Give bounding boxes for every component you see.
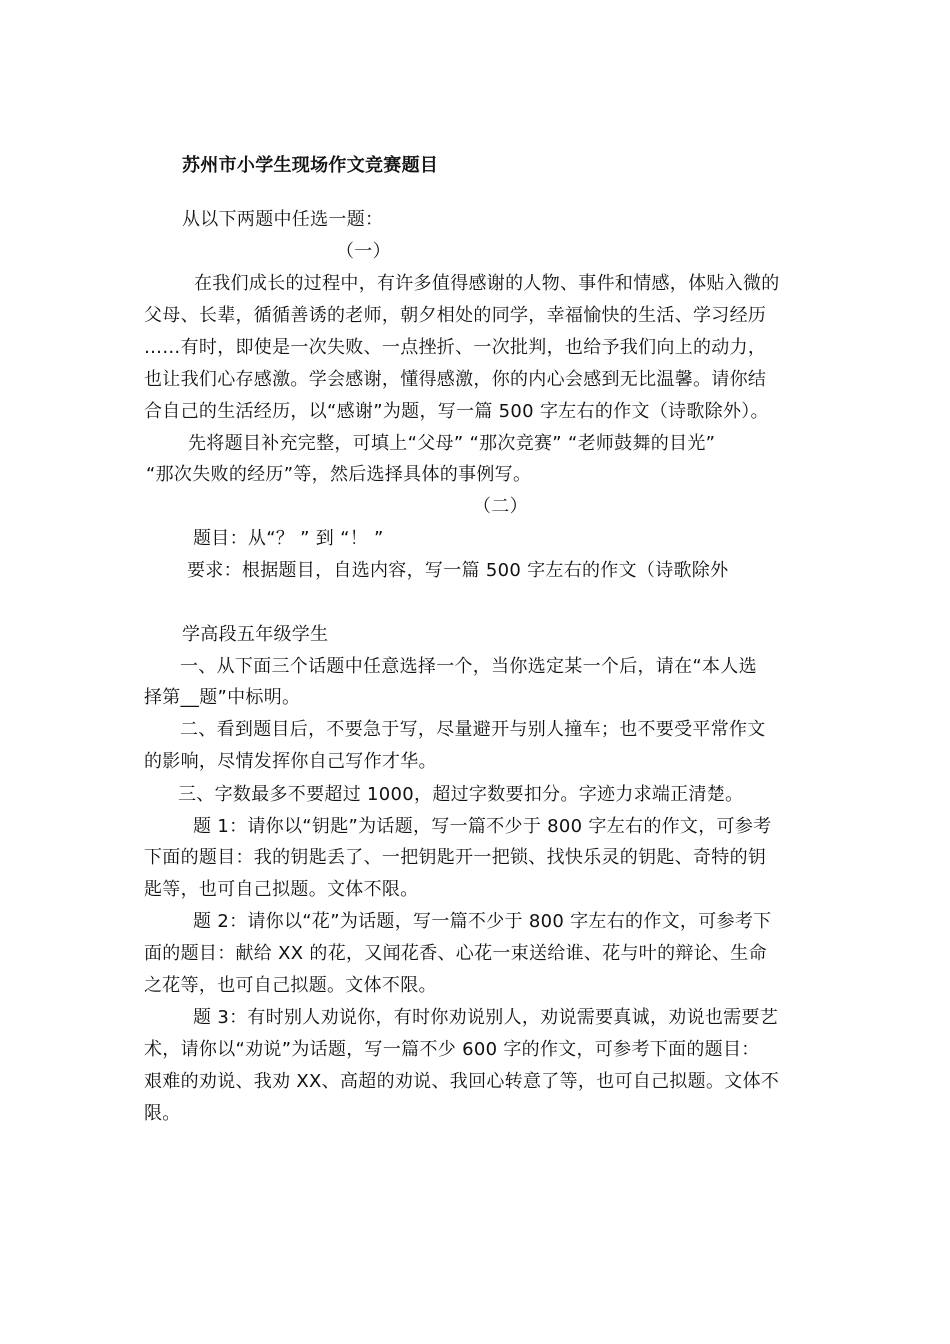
paragraph-line: ……有时，即使是一次失败、一点挫折、一次批判，也给予我们向上的动力， [144, 337, 767, 358]
paragraph-line: 在我们成长的过程中，有许多值得感谢的人物、事件和情感，体贴入微的 [194, 273, 780, 294]
paragraph-line: 面的题目：献给 XX 的花，又闻花香、心花一束送给谁、花与叶的辩论、生命 [144, 943, 767, 964]
paragraph-line: 择第__题”中标明。 [144, 687, 301, 708]
paragraph-line: 之花等，也可自己拟题。文体不限。 [144, 975, 437, 996]
paragraph-line: 下面的题目：我的钥匙丢了、一把钥匙开一把锁、找快乐灵的钥匙、奇特的钥 [144, 847, 767, 868]
part2-heading: （二） [473, 496, 528, 517]
paragraph-line: 匙等，也可自己拟题。文体不限。 [144, 879, 419, 900]
part2-topic: 题目：从“？ ” 到 “！ ” [193, 528, 384, 549]
paragraph-line: 题 3：有时别人劝说你，有时你劝说别人，劝说需要真诚，劝说也需要艺 [193, 1007, 779, 1028]
paragraph-line: 合自己的生活经历，以“感谢”为题，写一篇 500 字左右的作文（诗歌除外）。 [144, 401, 769, 422]
section2-heading: 学高段五年级学生 [182, 624, 329, 645]
paragraph-line: 三、字数最多不要超过 1000，超过字数要扣分。字迹力求端正清楚。 [178, 784, 744, 805]
paragraph-line: 先将题目补充完整，可填上“父母” “那次竞赛” “老师鼓舞的目光” [188, 433, 716, 454]
paragraph-line: 的影响，尽情发挥你自己写作才华。 [144, 751, 437, 772]
part2-requirement: 要求：根据题目，自选内容，写一篇 500 字左右的作文（诗歌除外 [187, 560, 729, 581]
paragraph-line: 一、从下面三个话题中任意选择一个，当你选定某一个后，请在“本人选 [180, 656, 757, 677]
paragraph-line: “那次失败的经历”等，然后选择具体的事例写。 [146, 464, 532, 485]
part1-heading: （一） [336, 241, 391, 262]
paragraph-line: 题 1：请你以“钥匙”为话题，写一篇不少于 800 字左右的作文，可参考 [193, 816, 772, 837]
paragraph-line: 二、看到题目后，不要急于写，尽量避开与别人撞车；也不要受平常作文 [180, 719, 766, 740]
paragraph-line: 父母、长辈，循循善诱的老师，朝夕相处的同学，幸福愉快的生活、学习经历 [144, 305, 767, 326]
document-title: 苏州市小学生现场作文竞赛题目 [182, 155, 439, 176]
paragraph-line: 限。 [144, 1103, 181, 1124]
paragraph-line: 题 2：请你以“花”为话题，写一篇不少于 800 字左右的作文，可参考下 [193, 911, 772, 932]
paragraph-line: 艰难的劝说、我劝 XX、高超的劝说、我回心转意了等，也可自己拟题。文体不 [144, 1071, 780, 1092]
paragraph-line: 术，请你以“劝说”为话题，写一篇不少 600 字的作文，可参考下面的题目： [144, 1039, 760, 1060]
intro-text: 从以下两题中任选一题： [182, 209, 384, 230]
paragraph-line: 也让我们心存感激。学会感谢，懂得感激，你的内心会感到无比温馨。请你结 [144, 369, 767, 390]
